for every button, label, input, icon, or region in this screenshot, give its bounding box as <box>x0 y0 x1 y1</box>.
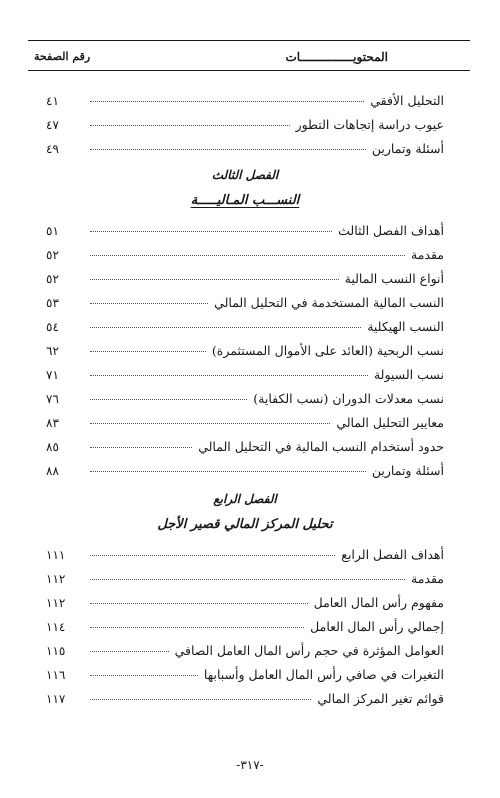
toc-entry-page: ١١٤ <box>46 620 66 634</box>
toc-entry-label: التحليل الأفقي <box>370 93 444 108</box>
table-of-contents <box>46 84 444 706</box>
toc-entry-label: نسب معدلات الدوران (نسب الكفاية) <box>253 391 444 406</box>
toc-entry-label: أهداف الفصل الرابع <box>341 547 444 562</box>
toc-entry-page: ٤٩ <box>46 142 59 156</box>
toc-entry-label: مفهوم رأس المال العامل <box>313 595 444 610</box>
toc-entry-label: إجمالي رأس المال العامل <box>310 619 444 634</box>
toc-entry-page: ١١١ <box>46 548 66 562</box>
toc-entry <box>46 214 444 238</box>
toc-entry <box>46 562 444 586</box>
toc-entry-page: ٤١ <box>46 94 59 108</box>
header-title: المحتويـــــــــــــــات <box>285 50 388 64</box>
dot-leader <box>90 350 206 352</box>
toc-entry-page: ١١٥ <box>46 644 66 658</box>
toc-entry-label: مقدمة <box>411 247 444 262</box>
header-bottom-rule <box>28 70 470 71</box>
dot-leader <box>90 254 405 256</box>
page-column-label: رقم الصفحة <box>34 50 91 63</box>
dot-leader <box>90 674 198 676</box>
toc-entry-page: ٧٦ <box>46 392 59 406</box>
toc-entry-label: النسب الهيكلية <box>367 319 444 334</box>
running-header <box>28 40 470 68</box>
toc-entry-page: ٥٢ <box>46 272 59 286</box>
toc-entry-page: ١١٦ <box>46 668 66 682</box>
toc-entry-page: ٧١ <box>46 368 59 382</box>
chapter-3-heading: الفصل الثالث <box>211 168 279 182</box>
toc-entry <box>46 132 444 156</box>
toc-entry-page: ٨٨ <box>46 464 59 478</box>
toc-entry-page: ٦٢ <box>46 344 59 358</box>
toc-entry-page: ٥١ <box>46 224 59 238</box>
dot-leader <box>90 148 366 150</box>
dot-leader <box>90 446 192 448</box>
toc-entry <box>46 430 444 454</box>
dot-leader <box>90 100 364 102</box>
dot-leader <box>90 650 169 652</box>
toc-entry-label: أسئلة وتمارين <box>371 463 444 478</box>
toc-entry <box>46 238 444 262</box>
toc-entry <box>46 634 444 658</box>
toc-entry <box>46 586 444 610</box>
dot-leader <box>90 398 247 400</box>
dot-leader <box>90 124 290 126</box>
toc-entry <box>46 84 444 108</box>
toc-entry <box>46 108 444 132</box>
page-number: -٣١٧- <box>236 758 264 772</box>
toc-entry-label: مقدمة <box>411 571 444 586</box>
toc-entry <box>46 406 444 430</box>
dot-leader <box>90 278 339 280</box>
toc-entry <box>46 454 444 478</box>
toc-entry-page: ٤٧ <box>46 118 59 132</box>
dot-leader <box>90 470 366 472</box>
toc-entry-page: ١١٧ <box>46 692 66 706</box>
toc-entry <box>46 610 444 634</box>
toc-entry <box>46 538 444 562</box>
toc-entry-label: عيوب دراسة إتجاهات التطور <box>295 117 444 132</box>
toc-entry-label: أسئلة وتمارين <box>371 141 444 156</box>
toc-entry-label: النسب المالية المستخدمة في التحليل المالي <box>214 295 444 310</box>
dot-leader <box>90 302 208 304</box>
toc-entry-page: ٨٥ <box>46 440 59 454</box>
toc-entry-label: نسب السيولة <box>373 367 444 382</box>
dot-leader <box>90 578 405 580</box>
dot-leader <box>90 326 361 328</box>
toc-entry-label: معايير التحليل المالي <box>336 415 444 430</box>
toc-entry-page: ١١٢ <box>46 596 66 610</box>
toc-entry <box>46 286 444 310</box>
toc-entry <box>46 310 444 334</box>
toc-entry-label: حدود أستخدام النسب المالية في التحليل المالي <box>198 439 444 454</box>
dot-leader <box>90 374 368 376</box>
toc-entry-page: ٥٣ <box>46 296 59 310</box>
toc-section-a <box>46 84 444 156</box>
toc-entry <box>46 382 444 406</box>
dot-leader <box>90 422 330 424</box>
toc-entry-page: ٥٢ <box>46 248 59 262</box>
toc-entry-label: قوائم تغير المركز المالي <box>317 691 444 706</box>
toc-entry <box>46 658 444 682</box>
toc-entry <box>46 682 444 706</box>
toc-entry-label: العوامل المؤثرة في حجم رأس المال العامل الصافي <box>174 643 444 658</box>
toc-entry-label: أهداف الفصل الثالث <box>338 223 444 238</box>
toc-section-b <box>46 214 444 478</box>
toc-entry <box>46 334 444 358</box>
dot-leader <box>90 230 332 232</box>
toc-entry <box>46 262 444 286</box>
chapter-4-title: تحليل المركز المالي قصير الأجل <box>157 517 333 532</box>
dot-leader <box>90 602 308 604</box>
toc-entry-label: أنواع النسب المالية <box>344 271 444 286</box>
toc-entry-page: ١١٢ <box>46 572 66 586</box>
dot-leader <box>90 698 311 700</box>
toc-entry-page: ٨٣ <box>46 416 59 430</box>
chapter-3-title: النســـب المـاليـــــة <box>190 193 300 208</box>
chapter-4-heading: الفصل الرابع <box>213 492 277 506</box>
dot-leader <box>90 554 335 556</box>
toc-entry <box>46 358 444 382</box>
toc-entry-page: ٥٤ <box>46 320 59 334</box>
toc-entry-label: التغيرات في صافي رأس المال العامل وأسبابها <box>203 667 444 682</box>
dot-leader <box>90 626 304 628</box>
toc-entry-label: نسب الربحية (العائد على الأموال المستثمرة) <box>211 343 444 358</box>
toc-section-c <box>46 538 444 706</box>
